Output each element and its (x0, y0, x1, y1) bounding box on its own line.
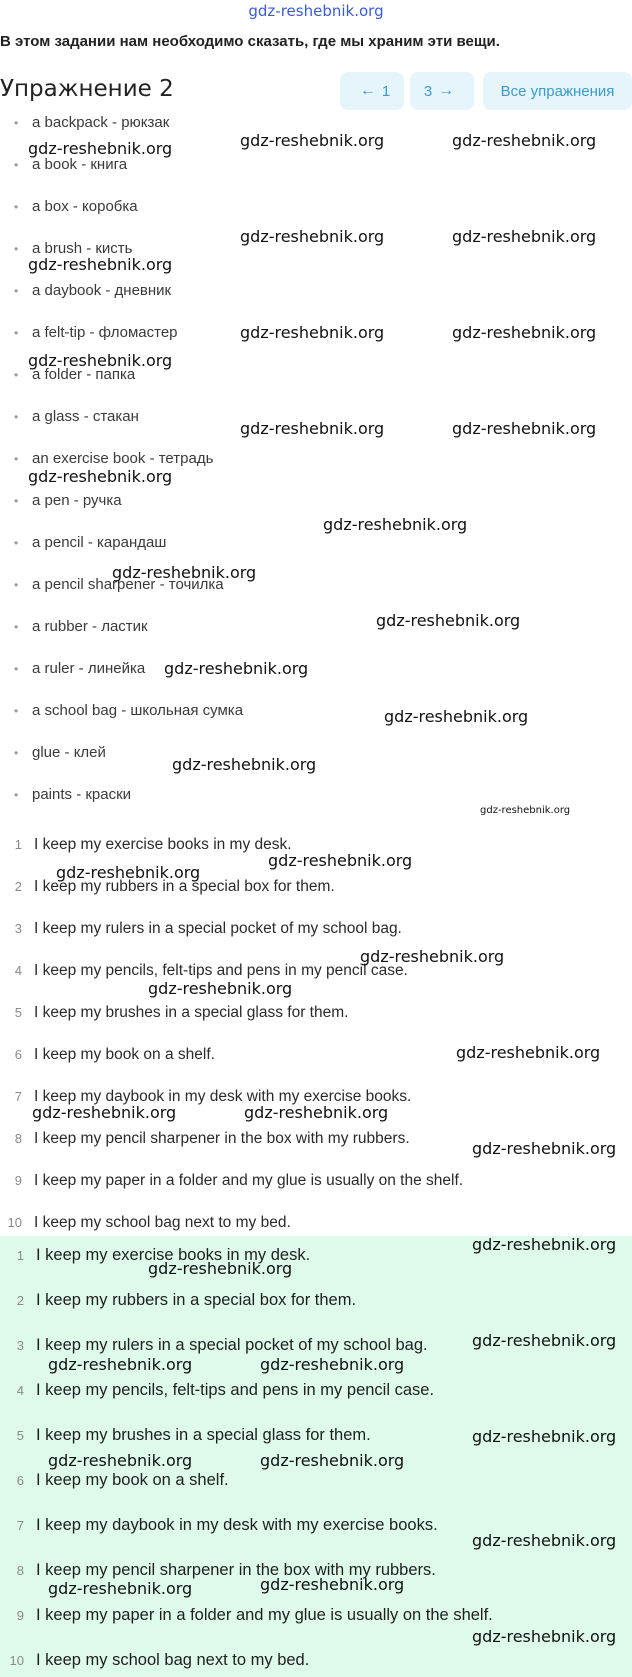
answer-row (0, 1606, 632, 1625)
vocab-text: a felt-tip - фломастер (32, 324, 178, 341)
bullet-icon: • (14, 368, 19, 382)
vocab-text: a glass - стакан (32, 408, 139, 425)
vocab-text: a daybook - дневник (32, 282, 172, 299)
site-url[interactable]: gdz-reshebnik.org (248, 2, 384, 20)
watermark: gdz-reshebnik.org (260, 1575, 405, 1594)
answer-number: 10 (9, 1653, 24, 1668)
next-exercise-button[interactable] (410, 72, 474, 110)
watermark: gdz-reshebnik.org (240, 227, 385, 246)
bullet-icon: • (14, 410, 19, 424)
watermark: gdz-reshebnik.org (384, 707, 529, 726)
watermark: gdz-reshebnik.org (452, 419, 597, 438)
watermark: gdz-reshebnik.org (56, 863, 201, 882)
watermark: gdz-reshebnik.org (472, 1331, 617, 1350)
sentence-text: I keep my pencil sharpener in the box with my rubbers. (34, 1130, 410, 1147)
sentence-text: I keep my rulers in a special pocket of my school bag. (34, 920, 402, 937)
watermark: gdz-reshebnik.org (240, 419, 385, 438)
watermark: gdz-reshebnik.org (28, 139, 173, 158)
answer-number: 3 (16, 1338, 24, 1353)
vocab-text: a backpack - рюкзак (32, 114, 170, 131)
watermark: gdz-reshebnik.org (112, 563, 257, 582)
answer-text: I keep my school bag next to my bed. (36, 1651, 310, 1669)
list-item (14, 492, 122, 509)
watermark: gdz-reshebnik.org (472, 1235, 617, 1254)
bullet-icon: • (14, 326, 19, 340)
answer-text: I keep my rulers in a special pocket of my school bag. (36, 1336, 428, 1354)
watermark: gdz-reshebnik.org (32, 1103, 177, 1122)
answer-number: 4 (16, 1383, 24, 1398)
page-title: Упражнение 2 (0, 76, 174, 102)
bullet-icon: • (14, 620, 19, 634)
sentence-number: 4 (14, 963, 22, 978)
watermark: gdz-reshebnik.org (172, 755, 317, 774)
answer-number: 1 (16, 1248, 24, 1263)
sentence-row (0, 1214, 632, 1232)
watermark: gdz-reshebnik.org (148, 1259, 293, 1278)
vocab-text: glue - клей (32, 744, 106, 761)
vocab-text: a brush - кисть (32, 240, 133, 257)
sentence-text: I keep my pencils, felt-tips and pens in my pencil case. (34, 962, 408, 979)
answer-number: 7 (16, 1518, 24, 1533)
bullet-icon: • (14, 158, 19, 172)
watermark: gdz-reshebnik.org (452, 323, 597, 342)
sentence-text: I keep my school bag next to my bed. (34, 1214, 291, 1231)
sentence-text: I keep my book on a shelf. (34, 1046, 215, 1063)
answer-text: I keep my daybook in my desk with my exercise books. (36, 1516, 438, 1534)
watermark: gdz-reshebnik.org (472, 1627, 617, 1646)
sentence-number: 2 (14, 879, 22, 894)
vocab-text: a folder - папка (32, 366, 136, 383)
vocab-text: an exercise book - тетрадь (32, 450, 214, 467)
sentence-text: I keep my daybook in my desk with my exercise books. (34, 1088, 412, 1105)
bullet-icon: • (14, 746, 19, 760)
sentence-text: I keep my rubbers in a special box for them. (34, 878, 335, 895)
watermark: gdz-reshebnik.org (28, 351, 173, 370)
sentence-row (0, 962, 632, 980)
watermark: gdz-reshebnik.org (360, 947, 505, 966)
vocab-text: a pencil - карандаш (32, 534, 167, 551)
sentence-number: 1 (14, 837, 22, 852)
vocab-text: paints - краски (32, 786, 132, 803)
watermark: gdz-reshebnik.org (452, 227, 597, 246)
watermark: gdz-reshebnik.org (244, 1103, 389, 1122)
bullet-icon: • (14, 494, 19, 508)
vocab-text: a ruler - линейка (32, 660, 146, 677)
answer-row (0, 1291, 632, 1310)
watermark: gdz-reshebnik.org (260, 1355, 405, 1374)
sentence-number: 5 (14, 1005, 22, 1020)
prev-exercise-label: 1 (381, 82, 391, 100)
sentence-row (0, 1172, 632, 1190)
watermark: gdz-reshebnik.org (268, 851, 413, 870)
answer-text: I keep my book on a shelf. (36, 1471, 229, 1489)
vocab-text: a pencil sharpener - точилка (32, 576, 224, 593)
list-item (14, 156, 127, 173)
vocab-text: a school bag - школьная сумка (32, 702, 244, 719)
sentence-row (0, 1004, 632, 1022)
watermark: gdz-reshebnik.org (48, 1579, 193, 1598)
sentence-number: 6 (14, 1047, 22, 1062)
watermark: gdz-reshebnik.org (480, 805, 571, 816)
answer-row (0, 1651, 632, 1670)
answer-text: I keep my exercise books in my desk. (36, 1246, 311, 1264)
arrow-left-icon: ← (359, 82, 376, 99)
answer-text: I keep my paper in a folder and my glue is usually on the shelf. (36, 1606, 493, 1624)
answer-row (0, 1381, 632, 1400)
sentence-number: 7 (14, 1089, 22, 1104)
watermark: gdz-reshebnik.org (452, 131, 597, 150)
sentence-number: 9 (14, 1173, 22, 1188)
watermark: gdz-reshebnik.org (472, 1427, 617, 1446)
sentence-text: I keep my paper in a folder and my glue is usually on the shelf. (34, 1172, 464, 1189)
sentence-text: I keep my brushes in a special glass for them. (34, 1004, 349, 1021)
bullet-icon: • (14, 284, 19, 298)
answer-number: 8 (16, 1563, 24, 1578)
answer-text: I keep my pencil sharpener in the box with my rubbers. (36, 1561, 436, 1579)
watermark: gdz-reshebnik.org (28, 255, 173, 274)
watermark: gdz-reshebnik.org (472, 1139, 617, 1158)
bullet-icon: • (14, 536, 19, 550)
watermark: gdz-reshebnik.org (240, 131, 385, 150)
answer-number: 9 (16, 1608, 24, 1623)
answer-number: 6 (16, 1473, 24, 1488)
list-item (14, 618, 148, 635)
watermark: gdz-reshebnik.org (240, 323, 385, 342)
list-item (14, 744, 106, 761)
vocab-text: a rubber - ластик (32, 618, 148, 635)
watermark: gdz-reshebnik.org (164, 659, 309, 678)
answer-number: 5 (16, 1428, 24, 1443)
list-item (14, 534, 166, 551)
sentence-number: 8 (14, 1131, 22, 1146)
vocab-text: a box - коробка (32, 198, 138, 215)
bullet-icon: • (14, 452, 19, 466)
watermark: gdz-reshebnik.org (28, 467, 173, 486)
list-item (14, 408, 139, 425)
list-item (14, 198, 138, 215)
vocab-text: a pen - ручка (32, 492, 122, 509)
watermark: gdz-reshebnik.org (456, 1043, 601, 1062)
intro-text: В этом задании нам необходимо сказать, где мы храним эти вещи. (0, 33, 500, 50)
watermark: gdz-reshebnik.org (148, 979, 293, 998)
bullet-icon: • (14, 242, 19, 256)
prev-exercise-button[interactable] (340, 72, 404, 110)
bullet-icon: • (14, 200, 19, 214)
next-exercise-label: 3 (423, 82, 433, 100)
bullet-icon: • (14, 116, 19, 130)
list-item (14, 786, 131, 803)
bullet-icon: • (14, 662, 19, 676)
list-item (14, 660, 145, 677)
bullet-icon: • (14, 788, 19, 802)
vocab-text: a book - книга (32, 156, 128, 173)
sentence-row (0, 920, 632, 938)
watermark: gdz-reshebnik.org (48, 1451, 193, 1470)
list-item (14, 282, 171, 299)
list-item (14, 702, 243, 719)
watermark: gdz-reshebnik.org (260, 1451, 405, 1470)
sentence-text: I keep my exercise books in my desk. (34, 836, 292, 853)
bullet-icon: • (14, 578, 19, 592)
sentence-number: 3 (14, 921, 22, 936)
sentence-number: 10 (7, 1215, 22, 1230)
list-item (14, 114, 169, 131)
answer-text: I keep my pencils, felt-tips and pens in my pencil case. (36, 1381, 435, 1399)
arrow-right-icon: → (438, 82, 455, 99)
bullet-icon: • (14, 704, 19, 718)
watermark: gdz-reshebnik.org (48, 1355, 193, 1374)
watermark: gdz-reshebnik.org (472, 1531, 617, 1550)
all-exercises-button[interactable]: Все упражнения (483, 72, 632, 110)
answer-text: I keep my rubbers in a special box for them. (36, 1291, 357, 1309)
watermark: gdz-reshebnik.org (376, 611, 521, 630)
list-item (14, 450, 213, 467)
answer-text: I keep my brushes in a special glass for them. (36, 1426, 371, 1444)
list-item (14, 324, 178, 341)
answer-row (0, 1471, 632, 1490)
watermark: gdz-reshebnik.org (323, 515, 468, 534)
answer-number: 2 (16, 1293, 24, 1308)
